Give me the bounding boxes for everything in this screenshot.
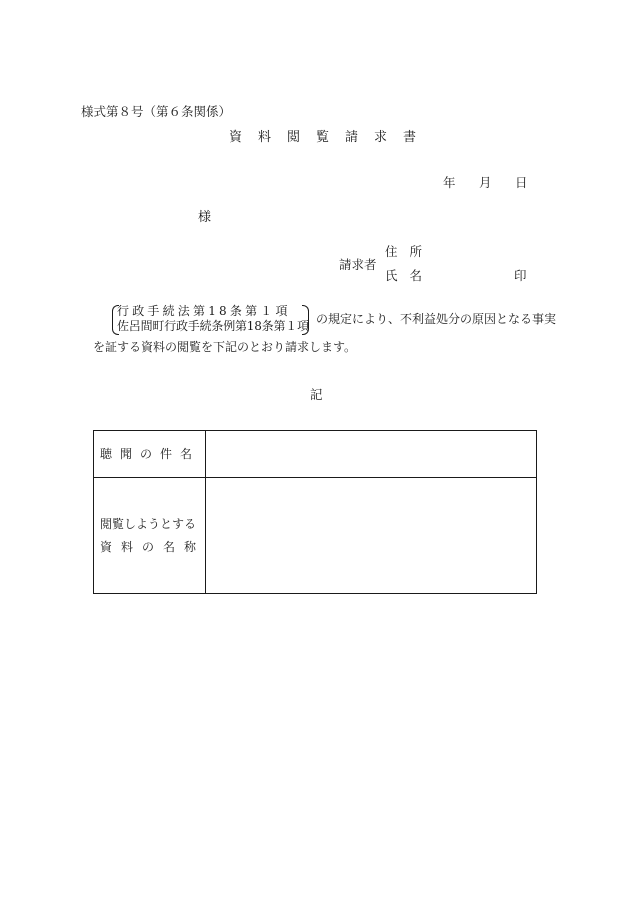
request-table [93, 430, 537, 594]
law-reference-municipal: 佐呂間町行政手続条例第18条第１項 [117, 319, 309, 333]
table-row-materials [94, 478, 537, 594]
requester-label: 請求者 [339, 257, 377, 272]
subject-value-cell[interactable] [206, 431, 537, 478]
subject-label: 聴聞の件名 [100, 446, 201, 461]
address-label: 住所 [385, 244, 435, 259]
materials-value-cell[interactable] [206, 478, 537, 594]
addressee-suffix: 様 [198, 210, 212, 225]
name-label: 氏名 [385, 268, 435, 283]
date-year-label: 年 [443, 175, 456, 190]
date-day-label: 日 [515, 175, 528, 190]
ki-heading: 記 [310, 387, 323, 402]
date-month-label: 月 [479, 175, 492, 190]
form-number: 様式第８号（第６条関係） [81, 104, 232, 119]
body-text-line1: の規定により、不利益処分の原因となる事実 [316, 312, 557, 326]
document-title: 資料閲覧請求書 [229, 130, 433, 145]
materials-label-line2: 資料の名称 [100, 539, 206, 554]
law-reference-national: 行政手続法第18条第１項 [117, 304, 291, 318]
seal-label: 印 [514, 268, 527, 283]
materials-label-cell [94, 478, 206, 594]
materials-label-line1: 閲覧しようとする [100, 516, 197, 531]
subject-label-cell [94, 431, 206, 478]
body-text-line2: を証する資料の閲覧を下記のとおり請求します。 [93, 340, 357, 354]
table-row-subject [94, 431, 537, 478]
